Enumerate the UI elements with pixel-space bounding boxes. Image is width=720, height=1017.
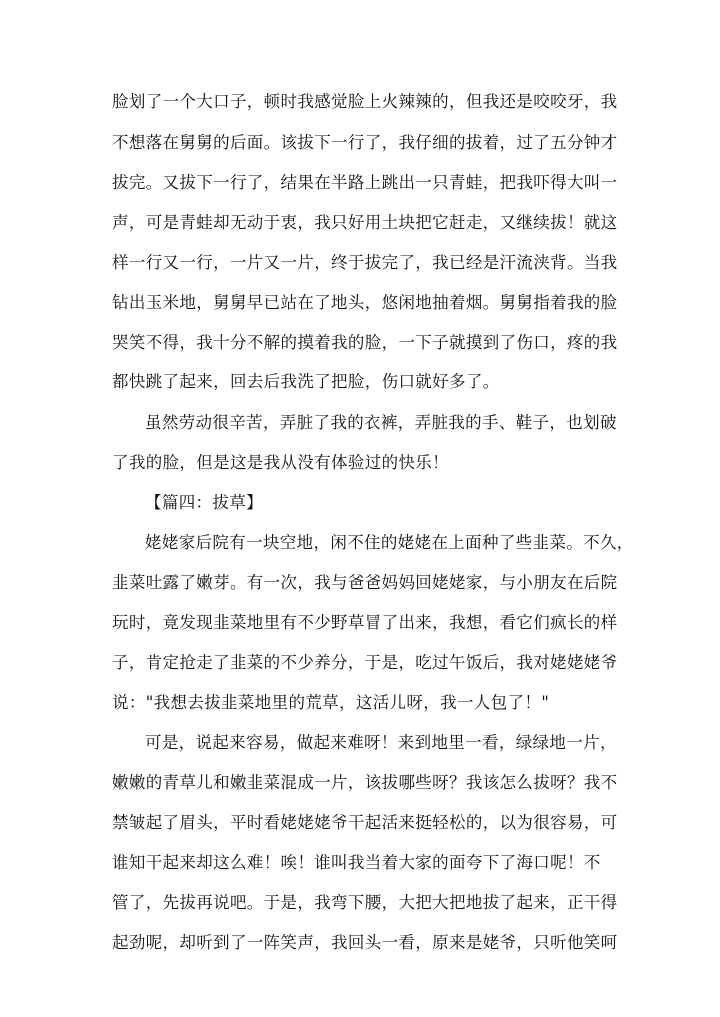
text-line: 不想落在舅舅的后面。该拔下一行了，我仔细的拔着，过了五分钟才 xyxy=(112,133,618,152)
text-line: 说："我想去拔韭菜地里的荒草，这活儿呀，我一人包了！" xyxy=(112,693,550,712)
text-line: 样一行又一行，一片又一片，终于拔完了，我已经是汗流浃背。当我 xyxy=(112,253,618,272)
paragraph-start: 可是，说起来容易，做起来难呀！来到地里一看，绿绿地一片， xyxy=(145,733,617,752)
paragraph-start: 姥姥家后院有一块空地，闲不住的姥姥在上面种了些韭菜。不久， xyxy=(145,533,634,552)
text-line: 哭笑不得，我十分不解的摸着我的脸，一下子就摸到了伤口，疼的我 xyxy=(112,333,618,352)
text-line: 谁知干起来却这么难！唉！谁叫我当着大家的面夸下了海口呢！不 xyxy=(112,853,601,872)
text-line: 管了，先拔再说吧。于是，我弯下腰，大把大把地拔了起来，正干得 xyxy=(112,893,618,912)
text-line: 韭菜吐露了嫩芽。有一次，我与爸爸妈妈回姥姥家，与小朋友在后院 xyxy=(112,573,618,592)
text-line: 子，肯定抢走了韭菜的不少养分，于是，吃过午饭后，我对姥姥姥爷 xyxy=(112,653,618,672)
text-line: 了我的脸，但是这是我从没有体验过的快乐！ xyxy=(112,453,449,472)
section-heading: 【篇四：拔草】 xyxy=(145,493,263,512)
text-line: 玩时，竟发现韭菜地里有不少野草冒了出来，我想，看它们疯长的样 xyxy=(112,613,618,632)
text-line: 脸划了一个大口子，顿时我感觉脸上火辣辣的，但我还是咬咬牙，我 xyxy=(112,92,618,111)
text-line: 钻出玉米地，舅舅早已站在了地头，悠闲地抽着烟。舅舅指着我的脸 xyxy=(112,293,618,312)
text-line: 拔完。又拔下一行了，结果在半路上跳出一只青蛙，把我吓得大叫一 xyxy=(112,173,618,192)
paragraph-start: 虽然劳动很辛苦，弄脏了我的衣裤，弄脏我的手、鞋子，也划破 xyxy=(145,413,617,432)
text-line: 嫩嫩的青草儿和嫩韭菜混成一片，该拔哪些呀？我该怎么拔呀？我不 xyxy=(112,773,618,792)
text-line: 都快跳了起来，回去后我洗了把脸，伤口就好多了。 xyxy=(112,372,500,391)
text-line: 禁皱起了眉头，平时看姥姥姥爷干起活来挺轻松的，以为很容易，可 xyxy=(112,813,618,832)
text-line: 声，可是青蛙却无动于衷，我只好用土块把它赶走，又继续拔！就这 xyxy=(112,213,618,232)
text-line: 起劲呢，却听到了一阵笑声，我回头一看，原来是姥爷，只听他笑呵 xyxy=(112,933,618,952)
